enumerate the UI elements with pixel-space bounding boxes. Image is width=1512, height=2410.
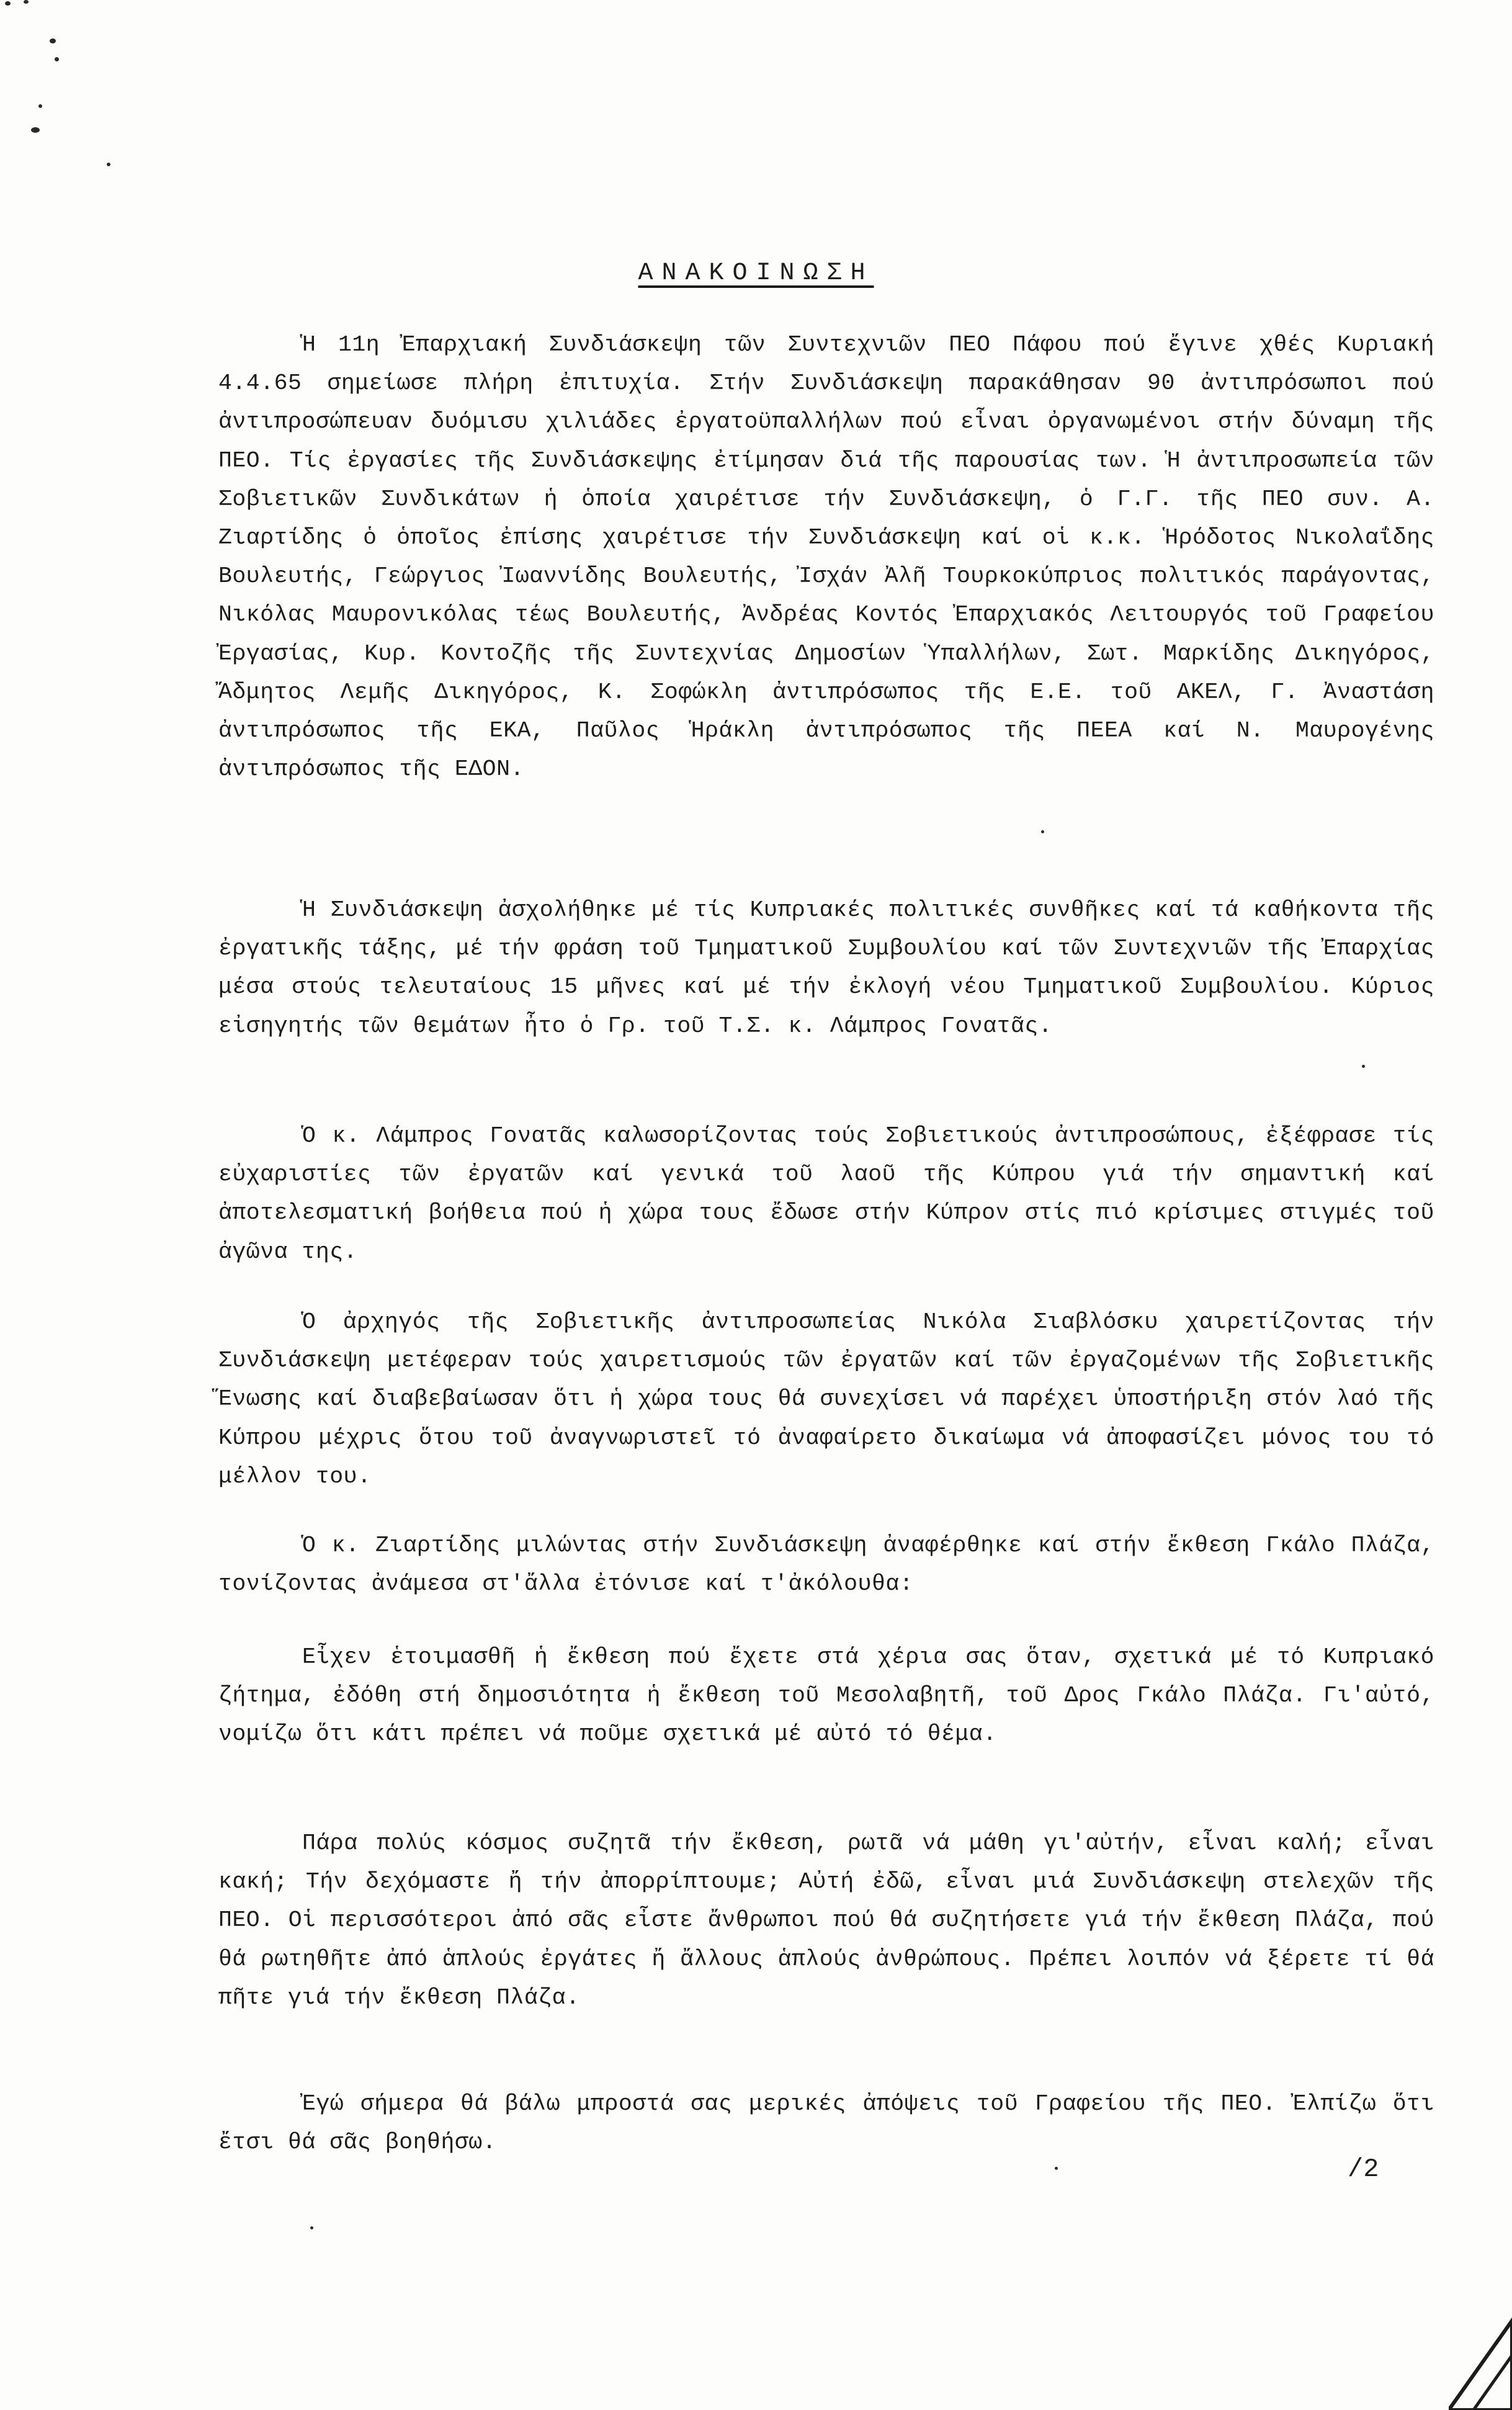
- scan-speck: [38, 104, 42, 108]
- paragraph-2: Ἡ Συνδιάσκεψη ἀσχολήθηκε μέ τίς Κυπριακές πολιτικές συνθῆκες καί τά καθήκοντα τῆς ἐργατικῆς τάξης, μέ τήν φράση τοῦ Τμηματικοῦ Συμβουλίου καί τῶν Συντεχνιῶν τῆς Ἐπαρχίας μέσα στούς τελευταίους 15 μῆνες καί μέ τήν ἐκλογή νέου Τμηματικοῦ Συμβουλίου. Κύριος εἰσηγητής τῶν θεμάτων ἦτο ὁ Γρ. τοῦ Τ.Σ. κ. Λάμπρος Γονατᾶς.: [218, 897, 1434, 1039]
- scan-speck: [1055, 2167, 1058, 2170]
- paragraph-5: Ὁ κ. Ζιαρτίδης μιλώντας στήν Συνδιάσκεψη ἀναφέρθηκε καί στήν ἔκθεση Γκάλο Πλάζα, τονίζοντας ἀνάμεσα στ'ἄλλα ἐτόνισε καί τ'ἀκόλουθα:: [218, 1533, 1434, 1597]
- paragraph-6: Εἶχεν ἑτοιμασθῆ ἡ ἔκθεση πού ἔχετε στά χέρια σας ὅταν, σχετικά μέ τό Κυπριακό ζήτημα, ἐδόθη στή δημοσιότητα ἡ ἔκθεση τοῦ Μεσολαβητῆ, τοῦ Δρος Γκάλο Πλάζα. Γι'αὐτό, νομίζω ὅτι κάτι πρέπει νά ποῦμε σχετικά μέ αὐτό τό θέμα.: [218, 1644, 1434, 1747]
- document-title: ΑΝΑΚΟΙΝΩΣΗ: [638, 259, 874, 287]
- scan-speck: [55, 57, 59, 61]
- scan-speck: [50, 38, 56, 43]
- scan-speck: [1362, 1065, 1365, 1068]
- scan-speck: [31, 127, 40, 133]
- scan-speck: [310, 2226, 313, 2229]
- paragraph-3: Ὁ κ. Λάμπρος Γονατᾶς καλωσορίζοντας τούς Σοβιετικούς ἀντιπροσώπους, ἐξέφρασε τίς εὐχαριστίες τῶν ἐργατῶν καί γενικά τοῦ λαοῦ τῆς Κύπρου γιά τήν σημαντική καί ἀποτελεσματική βοήθεια πού ἡ χώρα τους ἔδωσε στήν Κύπρον στίς πιό κρίσιμες στιγμές τοῦ ἀγῶνα της.: [218, 1123, 1434, 1265]
- scan-corner-mark: [1449, 2296, 1512, 2410]
- scan-speck: [24, 0, 29, 4]
- page-continuation-marker: /2: [1348, 2154, 1379, 2184]
- scan-speck: [5, 1, 11, 6]
- paragraph-8: Ἐγώ σήμερα θά βάλω μπροστά σας μερικές ἀπόψεις τοῦ Γραφείου τῆς ΠΕΟ. Ἐλπίζω ὅτι ἔτσι θά σᾶς βοηθήσω.: [218, 2091, 1434, 2156]
- paragraph-4: Ὁ ἀρχηγός τῆς Σοβιετικῆς ἀντιπροσωπείας Νικόλα Σιαβλόσκυ χαιρετίζοντας τήν Συνδιάσκεψη μετέφεραν τούς χαιρετισμούς τῶν ἐργατῶν καί τῶν ἐργαζομένων τῆς Σοβιετικῆς Ἕνωσης καί διαβεβαίωσαν ὅτι ἡ χώρα τους θά συνεχίσει νά παρέχει ὑποστήριξη στόν λαό τῆς Κύπρου μέχρις ὅτου τοῦ ἀναγνωριστεῖ τό ἀναφαίρετο δικαίωμα νά ἀποφασίζει μόνος του τό μέλλον του.: [218, 1309, 1434, 1489]
- scan-speck: [107, 163, 110, 166]
- paragraph-1: Ἡ 11η Ἐπαρχιακή Συνδιάσκεψη τῶν Συντεχνιῶν ΠΕΟ Πάφου πού ἔγινε χθές Κυριακή 4.4.65 σημείωσε πλήρη ἐπιτυχία. Στήν Συνδιάσκεψη παρακάθησαν 90 ἀντιπρόσωποι πού ἀντιπροσώπευαν δυόμισυ χιλιάδες ἐργατοϋπαλλήλων πού εἶναι ὀργανωμένοι στήν δύναμη τῆς ΠΕΟ. Τίς ἐργασίες τῆς Συνδιάσκεψης ἐτίμησαν διά τῆς παρουσίας των. Ἡ ἀντιπροσωπεία τῶν Σοβιετικῶν Συνδικάτων ἡ ὁποία χαιρέτισε τήν Συνδιάσκεψη, ὁ Γ.Γ. τῆς ΠΕΟ συν. Α. Ζιαρτίδης ὁ ὁποῖος ἐπίσης χαιρέτισε τήν Συνδιάσκεψη καί οἱ κ.κ. Ἡρόδοτος Νικολαΐδης Βουλευτής, Γεώργιος Ἰωαννίδης Βουλευτής, Ἰσχάν Ἀλῆ Τουρκοκύπριος πολιτικός παράγοντας, Νικόλας Μαυρονικόλας τέως Βουλευτής, Ἀνδρέας Κοντός Ἐπαρχιακός Λειτουργός τοῦ Γραφείου Ἐργασίας, Κυρ. Κοντοζῆς τῆς Συντεχνίας Δημοσίων Ὑπαλλήλων, Σωτ. Μαρκίδης Δικηγόρος, Ἄδμητος Λεμῆς Δικηγόρος, Κ. Σοφώκλη ἀντιπρόσωπος τῆς Ε.Ε. τοῦ ΑΚΕΛ, Γ. Ἀναστάση ἀντιπρόσωπος τῆς ΕΚΑ, Παῦλος Ἡράκλη ἀντιπρόσωπος τῆς ΠΕΕΑ καί Ν. Μαυρογένης ἀντιπρόσωπος τῆς ΕΔΟΝ.: [218, 332, 1434, 782]
- scan-speck: [1041, 830, 1044, 833]
- paragraph-7: Πάρα πολύς κόσμος συζητᾶ τήν ἔκθεση, ρωτᾶ νά μάθη γι'αὐτήν, εἶναι καλή; εἶναι κακή; Τήν δεχόμαστε ἤ τήν ἀπορρίπτουμε; Αὐτή ἐδῶ, εἶναι μιά Συνδιάσκεψη στελεχῶν τῆς ΠΕΟ. Οἱ περισσότεροι ἀπό σᾶς εἶστε ἄνθρωποι πού θά συζητήσετε γιά τήν ἔκθεση Πλάζα, πού θά ρωτηθῆτε ἀπό ἁπλούς ἐργάτες ἤ ἄλλους ἁπλούς ἀνθρώπους. Πρέπει λοιπόν νά ξέρετε τί θά πῆτε γιά τήν ἔκθεση Πλάζα.: [218, 1830, 1434, 2010]
